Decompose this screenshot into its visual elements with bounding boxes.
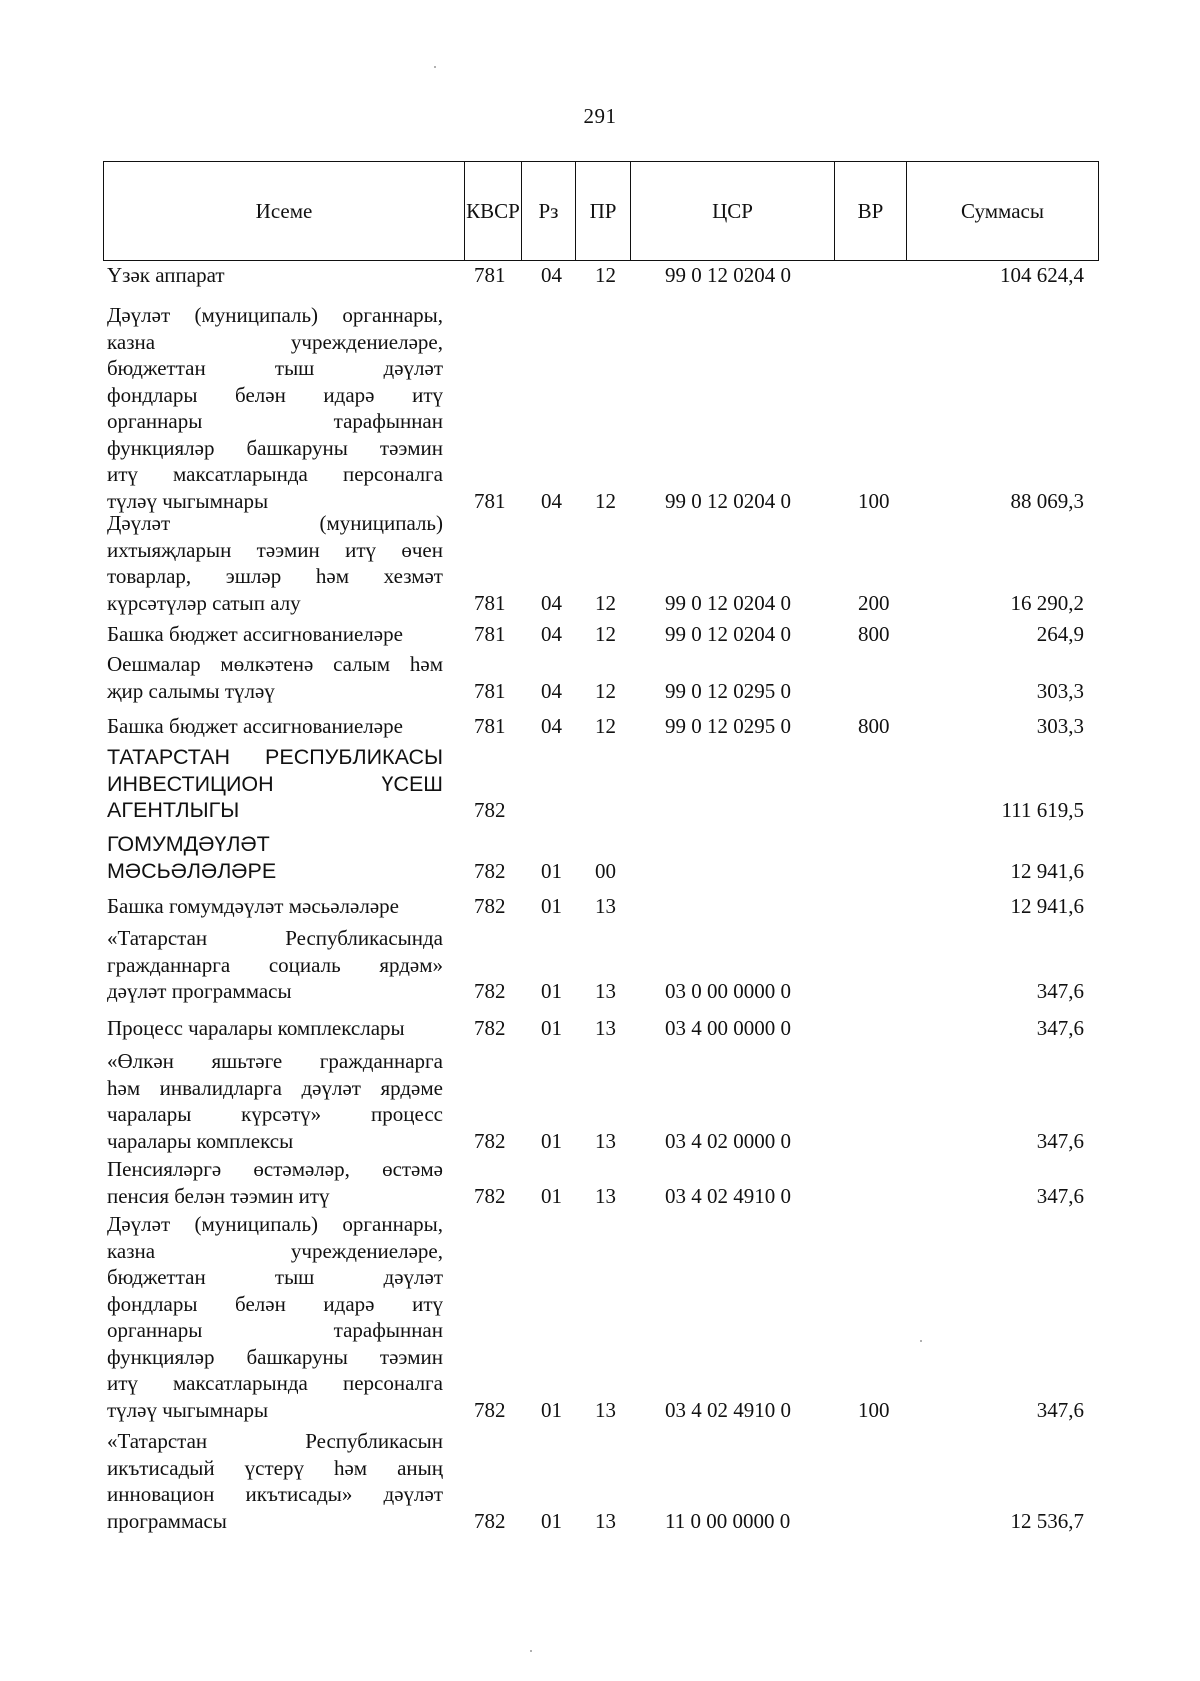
row-name-line: Үзәк аппарат bbox=[107, 263, 225, 287]
row-rz: 01 bbox=[541, 1183, 562, 1208]
row-sum: 303,3 bbox=[1036, 678, 1084, 703]
row-csr: 11 0 00 0000 0 bbox=[665, 1508, 791, 1533]
row-rz: 04 bbox=[541, 590, 562, 615]
row-kvsr: 782 bbox=[474, 1016, 506, 1040]
row-name-line: чаралары комплексы bbox=[107, 1128, 294, 1153]
row-name-line: товарлар, эшләр һәм хезмәт bbox=[107, 564, 443, 588]
row-name-line: АГЕНТЛЫГЫ bbox=[107, 798, 240, 822]
row-name bbox=[107, 925, 443, 1005]
row-name-line: итү максатларында персоналга bbox=[107, 462, 443, 486]
row-sum: 12 941,6 bbox=[1010, 894, 1084, 918]
row-sum: 347,6 bbox=[1036, 1397, 1084, 1422]
header-csr: ЦСР bbox=[631, 162, 835, 261]
row-name bbox=[107, 893, 443, 920]
row-sum: 347,6 bbox=[1036, 979, 1084, 1003]
row-rz: 01 bbox=[541, 979, 562, 1003]
page-number: 291 bbox=[583, 104, 617, 128]
row-name-line: «Татарстан Республикасын bbox=[107, 1429, 443, 1453]
row-sum: 347,6 bbox=[1036, 1128, 1084, 1153]
row-kvsr: 782 bbox=[474, 894, 506, 918]
row-rz: 01 bbox=[541, 1128, 562, 1153]
row-name-line: Дәүләт (муниципаль) органнары, bbox=[107, 1212, 443, 1236]
row-pr: 13 bbox=[595, 1183, 616, 1208]
row-sum: 347,6 bbox=[1036, 1016, 1084, 1040]
row-name bbox=[107, 1428, 443, 1534]
header-rz: Рз bbox=[522, 162, 576, 261]
row-name bbox=[107, 262, 443, 289]
row-name bbox=[107, 713, 443, 740]
row-name-line: Оешмалар мөлкәтенә салым һәм bbox=[107, 652, 443, 676]
row-name-line: ИНВЕСТИЦИОН ҮСЕШ bbox=[107, 771, 443, 796]
row-name-line: Башка гомумдәүләт мәсьәләләре bbox=[107, 894, 399, 918]
row-pr: 12 bbox=[595, 678, 616, 703]
row-name-line: МӘСЬӘЛӘЛӘРЕ bbox=[107, 858, 277, 883]
row-pr: 12 bbox=[595, 714, 616, 738]
row-sum: 111 619,5 bbox=[1001, 798, 1084, 822]
row-name bbox=[107, 1156, 443, 1209]
row-vr: 100 bbox=[858, 488, 890, 513]
row-name-line: Дәүләт (муниципаль) bbox=[107, 511, 443, 535]
row-rz: 01 bbox=[541, 1016, 562, 1040]
row-pr: 12 bbox=[595, 488, 616, 513]
row-kvsr: 782 bbox=[474, 858, 506, 883]
row-vr: 200 bbox=[858, 590, 890, 615]
row-name-line: итү максатларында персоналга bbox=[107, 1371, 443, 1395]
row-name-line: функцияләр башкаруны тәэмин bbox=[107, 1344, 443, 1369]
row-csr: 99 0 12 0204 0 bbox=[665, 622, 791, 646]
row-name-line: казна учреждениеләре, bbox=[107, 1238, 443, 1263]
row-kvsr: 781 bbox=[474, 714, 506, 738]
row-kvsr: 782 bbox=[474, 798, 506, 822]
row-kvsr: 782 bbox=[474, 1508, 506, 1533]
header-sum: Суммасы bbox=[907, 162, 1099, 261]
row-sum: 264,9 bbox=[1036, 622, 1084, 646]
row-kvsr: 781 bbox=[474, 678, 506, 703]
row-name-line: фондлары белән идарә итү bbox=[107, 382, 443, 407]
row-name-line: түләү чыгымнары bbox=[107, 1397, 269, 1422]
row-sum: 104 624,4 bbox=[1000, 263, 1084, 287]
row-pr: 13 bbox=[595, 1508, 616, 1533]
row-name-line: җир салымы түләү bbox=[107, 678, 275, 703]
row-rz: 04 bbox=[541, 263, 562, 287]
row-name-line: дәүләт программасы bbox=[107, 979, 292, 1003]
row-name bbox=[107, 1211, 443, 1423]
row-kvsr: 781 bbox=[474, 590, 506, 615]
row-csr: 03 0 00 0000 0 bbox=[665, 979, 791, 1003]
row-csr: 99 0 12 0204 0 bbox=[665, 488, 791, 513]
row-sum: 16 290,2 bbox=[1010, 590, 1084, 615]
row-name-line: Пенсияләргә өстәмәләр, өстәмә bbox=[107, 1157, 443, 1181]
row-rz: 01 bbox=[541, 894, 562, 918]
row-name-line: Процесс чаралары комплекслары bbox=[107, 1016, 405, 1040]
row-name-line: күрсәтүләр сатып алу bbox=[107, 590, 301, 615]
row-name-line: инновацион икътисады» дәүләт bbox=[107, 1482, 443, 1506]
row-kvsr: 782 bbox=[474, 1397, 506, 1422]
row-rz: 04 bbox=[541, 488, 562, 513]
row-name-line: ТАТАРСТАН РЕСПУБЛИКАСЫ bbox=[107, 745, 443, 769]
row-pr: 12 bbox=[595, 622, 616, 646]
row-vr: 800 bbox=[858, 622, 890, 646]
header-kvsr: КВСР bbox=[465, 162, 522, 261]
row-name-line: бюджеттан тыш дәүләт bbox=[107, 356, 443, 380]
row-name-line: ГОМУМДӘҮЛӘТ bbox=[107, 832, 270, 856]
row-rz: 01 bbox=[541, 1508, 562, 1533]
row-kvsr: 781 bbox=[474, 622, 506, 646]
row-kvsr: 781 bbox=[474, 263, 506, 287]
row-rz: 01 bbox=[541, 1397, 562, 1422]
row-pr: 13 bbox=[595, 1128, 616, 1153]
row-rz: 04 bbox=[541, 678, 562, 703]
row-csr: 99 0 12 0204 0 bbox=[665, 590, 791, 615]
row-name-line: Башка бюджет ассигнованиеләре bbox=[107, 714, 403, 738]
row-name-line: ихтыяҗларын тәэмин итү өчен bbox=[107, 537, 443, 562]
row-csr: 99 0 12 0295 0 bbox=[665, 678, 791, 703]
row-name-line: түләү чыгымнары bbox=[107, 488, 269, 513]
row-csr: 99 0 12 0204 0 bbox=[665, 263, 791, 287]
scan-speck bbox=[530, 1650, 532, 1652]
row-name bbox=[107, 302, 443, 514]
row-sum: 12 941,6 bbox=[1010, 858, 1084, 883]
row-name-line: «Татарстан Республикасында bbox=[107, 926, 443, 950]
scan-speck bbox=[920, 1340, 922, 1342]
row-name-line: Башка бюджет ассигнованиеләре bbox=[107, 622, 403, 646]
row-vr: 100 bbox=[858, 1397, 890, 1422]
row-sum: 12 536,7 bbox=[1010, 1508, 1084, 1533]
row-name-line: казна учреждениеләре, bbox=[107, 329, 443, 354]
row-kvsr: 782 bbox=[474, 1128, 506, 1153]
row-vr: 800 bbox=[858, 714, 890, 738]
row-pr: 13 bbox=[595, 894, 616, 918]
row-pr: 13 bbox=[595, 979, 616, 1003]
row-kvsr: 782 bbox=[474, 979, 506, 1003]
row-rz: 04 bbox=[541, 714, 562, 738]
row-name-line: икътисадый үстерү һәм аның bbox=[107, 1455, 443, 1480]
row-name bbox=[107, 621, 443, 648]
row-csr: 99 0 12 0295 0 bbox=[665, 714, 791, 738]
row-sum: 303,3 bbox=[1036, 714, 1084, 738]
row-name-line: органнары тарафыннан bbox=[107, 409, 443, 433]
row-pr: 13 bbox=[595, 1397, 616, 1422]
row-csr: 03 4 02 4910 0 bbox=[665, 1397, 791, 1422]
row-name-line: фондлары белән идарә итү bbox=[107, 1291, 443, 1316]
row-name-line: чаралары күрсәтү» процесс bbox=[107, 1102, 443, 1126]
row-name-line: программасы bbox=[107, 1508, 227, 1533]
row-pr: 12 bbox=[595, 263, 616, 287]
row-sum: 88 069,3 bbox=[1010, 488, 1084, 513]
header-pr: ПР bbox=[576, 162, 631, 261]
row-pr: 00 bbox=[595, 858, 616, 883]
row-rz: 01 bbox=[541, 858, 562, 883]
row-name-line: органнары тарафыннан bbox=[107, 1318, 443, 1342]
row-kvsr: 781 bbox=[474, 488, 506, 513]
row-kvsr: 782 bbox=[474, 1183, 506, 1208]
header-name: Исеме bbox=[104, 162, 465, 261]
row-pr: 12 bbox=[595, 590, 616, 615]
row-name bbox=[107, 651, 443, 704]
row-name-line: бюджеттан тыш дәүләт bbox=[107, 1265, 443, 1289]
row-pr: 13 bbox=[595, 1016, 616, 1040]
row-name-line: гражданнарга социаль ярдәм» bbox=[107, 952, 443, 977]
row-name-line: Дәүләт (муниципаль) органнары, bbox=[107, 303, 443, 327]
row-sum: 347,6 bbox=[1036, 1183, 1084, 1208]
row-name-line: һәм инвалидларга дәүләт ярдәме bbox=[107, 1075, 443, 1100]
row-name-line: «Өлкән яшьтәге гражданнарга bbox=[107, 1049, 443, 1073]
row-name bbox=[107, 1015, 443, 1042]
row-name-line: функцияләр башкаруны тәэмин bbox=[107, 435, 443, 460]
header-vr: ВР bbox=[835, 162, 907, 261]
row-name-line: пенсия белән тәэмин итү bbox=[107, 1183, 330, 1208]
row-csr: 03 4 02 4910 0 bbox=[665, 1183, 791, 1208]
row-csr: 03 4 00 0000 0 bbox=[665, 1016, 791, 1040]
row-name bbox=[107, 1048, 443, 1154]
row-name bbox=[107, 831, 443, 884]
row-name bbox=[107, 510, 443, 616]
row-name bbox=[107, 744, 443, 824]
row-csr: 03 4 02 0000 0 bbox=[665, 1128, 791, 1153]
scan-speck bbox=[434, 66, 436, 68]
row-rz: 04 bbox=[541, 622, 562, 646]
